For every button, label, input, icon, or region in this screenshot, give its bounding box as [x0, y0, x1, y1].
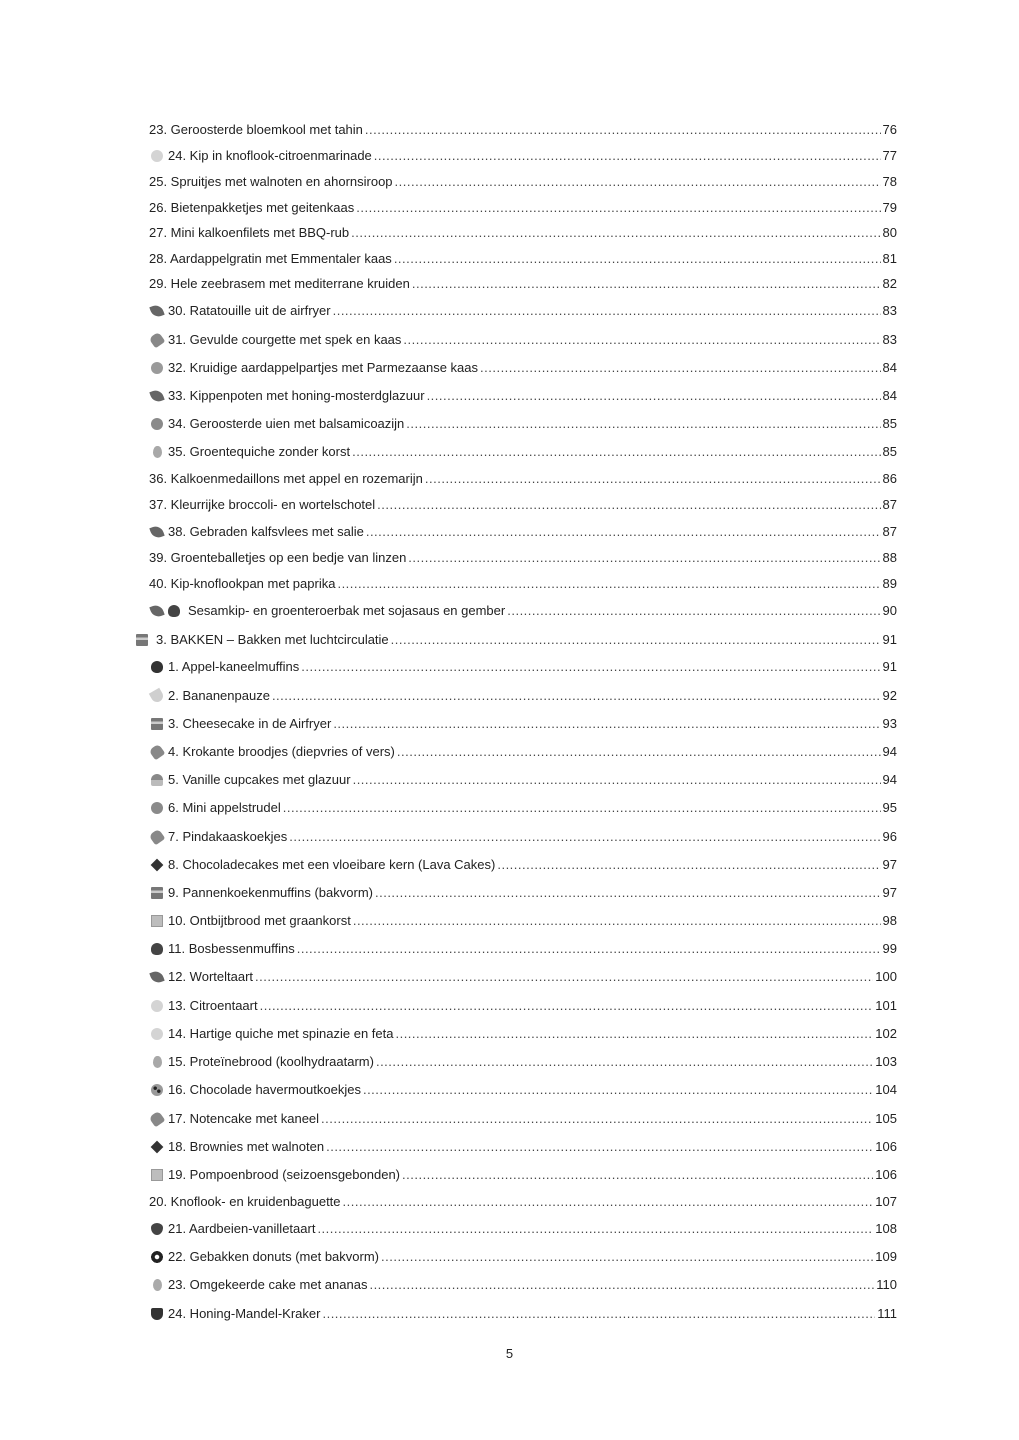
- dot-leader: [352, 440, 880, 464]
- toc-entry-page: 94: [882, 772, 897, 787]
- lemon-icon: [151, 1000, 163, 1012]
- toc-entry-page: 89: [882, 576, 897, 591]
- toc-entry-title: 4. Krokante broodjes (diepvries of vers): [168, 744, 395, 759]
- toc-entry-page: 85: [882, 416, 897, 431]
- toc-entry-page: 84: [882, 388, 897, 403]
- dot-leader: [403, 328, 880, 352]
- toc-entry-title: 22. Gebakken donuts (met bakvorm): [168, 1249, 379, 1264]
- dot-leader: [391, 628, 881, 652]
- dot-leader: [272, 684, 881, 708]
- dot-leader: [283, 796, 881, 820]
- toc-entry[interactable]: [0, 144, 1019, 168]
- egg-icon: [153, 446, 162, 458]
- dot-leader: [425, 467, 881, 491]
- pancakes-icon: [151, 887, 163, 899]
- toc-entry-page: 108: [875, 1221, 897, 1236]
- garlic-icon: [151, 150, 163, 162]
- toc-entry-title: 36. Kalkoenmedaillons met appel en rozemarijn: [149, 471, 423, 486]
- toc-entry-page: 86: [882, 471, 897, 486]
- page-number: 5: [505, 1346, 514, 1361]
- toc-entry-page: 90: [882, 603, 897, 618]
- toc-entry[interactable]: [0, 467, 1019, 491]
- dot-leader: [351, 221, 880, 245]
- toc-entry[interactable]: [0, 1302, 1019, 1326]
- dot-leader: [343, 1190, 874, 1214]
- dot-leader: [507, 599, 880, 623]
- dot-leader: [297, 937, 881, 961]
- toc-entry-title: 16. Chocolade havermoutkoekjes: [168, 1082, 361, 1097]
- toc-entry-page: 99: [882, 941, 897, 956]
- chocolate-icon: [151, 859, 164, 872]
- toc-entry[interactable]: [0, 572, 1019, 596]
- dot-leader: [366, 520, 881, 544]
- toc-entry-page: 79: [882, 200, 897, 215]
- toc-entry-page: 106: [875, 1139, 897, 1154]
- dot-leader: [353, 909, 881, 933]
- toc-entry-page: 100: [875, 969, 897, 984]
- dot-leader: [333, 299, 881, 323]
- toc-entry[interactable]: [0, 170, 1019, 194]
- toc-entry-title: 37. Kleurrijke broccoli- en wortelschotel: [149, 497, 376, 512]
- toc-entry-title: 21. Aardbeien-vanilletaart: [168, 1221, 316, 1236]
- dot-leader: [374, 144, 881, 168]
- toc-entry-page: 105: [875, 1111, 897, 1126]
- toc-entry[interactable]: [0, 356, 1019, 380]
- toc-entry[interactable]: [0, 909, 1019, 933]
- banana-icon: [149, 688, 165, 704]
- toc-entry[interactable]: [0, 599, 1019, 623]
- toc-entry[interactable]: [0, 412, 1019, 436]
- pie-icon: [151, 802, 163, 814]
- toc-entry-title: 27. Mini kalkoenfilets met BBQ-rub: [149, 225, 350, 240]
- toc-entry-title: 34. Geroosterde uien met balsamicoazijn: [168, 416, 405, 431]
- toc-entry-page: 80: [882, 225, 897, 240]
- toc-entry-title: 5. Vanille cupcakes met glazuur: [168, 772, 351, 787]
- dot-leader: [397, 740, 881, 764]
- toc-entry[interactable]: [0, 520, 1019, 544]
- toc-entry[interactable]: [0, 1078, 1019, 1102]
- dot-leader: [321, 1107, 873, 1131]
- zucchini-icon: [149, 332, 166, 349]
- apple-icon: [151, 661, 163, 673]
- toc-entry-page: 96: [882, 829, 897, 844]
- brownie-icon: [151, 1141, 164, 1154]
- toc-entry-title: 23. Geroosterde bloemkool met tahin: [149, 122, 363, 137]
- toc-entry-page: 88: [882, 550, 897, 565]
- protein-bread-icon: [153, 1056, 162, 1068]
- toc-entry-title: 8. Chocoladecakes met een vloeibare kern (Lava Cakes): [168, 857, 496, 872]
- dot-leader: [326, 1135, 873, 1159]
- dot-leader: [255, 965, 873, 989]
- eggplant-icon: [149, 303, 164, 318]
- dot-leader: [480, 356, 881, 380]
- dot-leader: [369, 1273, 874, 1297]
- toc-entry-page: 102: [875, 1026, 897, 1041]
- drumstick-icon: [149, 388, 164, 403]
- toc-entry[interactable]: [0, 328, 1019, 352]
- toc-entry[interactable]: [0, 118, 1019, 142]
- toc-entry-page: 85: [882, 444, 897, 459]
- toc-entry-title: 38. Gebraden kalfsvlees met salie: [168, 524, 364, 539]
- strawberry-icon: [151, 1223, 163, 1235]
- toc-entry-page: 91: [882, 659, 897, 674]
- dot-leader: [322, 1302, 875, 1326]
- toc-entry-title: 25. Spruitjes met walnoten en ahornsiroop: [149, 174, 393, 189]
- toc-entry[interactable]: [0, 1245, 1019, 1269]
- blueberries-icon: [151, 943, 163, 955]
- dot-leader: [408, 546, 880, 570]
- toc-entry[interactable]: [0, 440, 1019, 464]
- honey-icon: [151, 1308, 163, 1320]
- toc-entry-page: 104: [875, 1082, 897, 1097]
- spinach-icon: [151, 1028, 163, 1040]
- dot-leader: [406, 412, 880, 436]
- toc-entry[interactable]: [0, 712, 1019, 736]
- toc-entry[interactable]: [0, 493, 1019, 517]
- toc-entry-title: 28. Aardappelgratin met Emmentaler kaas: [149, 251, 392, 266]
- dot-leader: [375, 881, 881, 905]
- dot-leader: [395, 1022, 873, 1046]
- toc-entry-page: 77: [882, 148, 897, 163]
- toc-entry-title: 29. Hele zeebrasem met mediterrane kruiden: [149, 276, 410, 291]
- dot-leader: [376, 1050, 873, 1074]
- toc-entry[interactable]: [0, 628, 1019, 652]
- toc-entry-title: 2. Bananenpauze: [168, 688, 270, 703]
- toc-entry-title: 12. Worteltaart: [168, 969, 254, 984]
- toc-entry[interactable]: [0, 299, 1019, 323]
- toc-entry-title: 19. Pompoenbrood (seizoensgebonden): [168, 1167, 401, 1182]
- toc-entry[interactable]: [0, 1022, 1019, 1046]
- toc-entry-page: 107: [875, 1194, 897, 1209]
- toc-entry-title: 3. Cheesecake in de Airfryer: [168, 716, 332, 731]
- toc-entry[interactable]: [0, 196, 1019, 220]
- toc-entry-title: 15. Proteïnebrood (koolhydraatarm): [168, 1054, 374, 1069]
- dot-leader: [356, 196, 880, 220]
- toc-entry[interactable]: [0, 768, 1019, 792]
- toc-entry-title: 7. Pindakaaskoekjes: [168, 829, 288, 844]
- carrot-icon: [149, 969, 164, 984]
- cake-icon: [136, 634, 148, 646]
- toc-entry[interactable]: [0, 221, 1019, 245]
- toc-entry-page: 98: [882, 913, 897, 928]
- broccoli-icon: [168, 605, 180, 617]
- toc-entry-page: 83: [882, 332, 897, 347]
- toc-entry-title: 30. Ratatouille uit de airfryer: [168, 303, 331, 318]
- toc-entry-title: 26. Bietenpakketjes met geitenkaas: [149, 200, 355, 215]
- onion-icon: [151, 418, 163, 430]
- toc-entry-title: 40. Kip-knoflookpan met paprika: [149, 576, 336, 591]
- toc-entry-page: 84: [882, 360, 897, 375]
- toc-entry[interactable]: [0, 684, 1019, 708]
- toc-entry-page: 91: [882, 632, 897, 647]
- toc-entry-page: 111: [877, 1306, 897, 1321]
- toc-entry-title: 31. Gevulde courgette met spek en kaas: [168, 332, 402, 347]
- toc-entry-title: 24. Kip in knoflook-citroenmarinade: [168, 148, 372, 163]
- dot-leader: [333, 712, 880, 736]
- toc-entry-page: 106: [875, 1167, 897, 1182]
- toc-entry-page: 94: [882, 744, 897, 759]
- toc-entry-page: 82: [882, 276, 897, 291]
- cheesecake-icon: [151, 718, 163, 730]
- toc-entry-title: 18. Brownies met walnoten: [168, 1139, 325, 1154]
- toc-entry-page: 103: [875, 1054, 897, 1069]
- toc-entry[interactable]: [0, 247, 1019, 271]
- dot-leader: [260, 994, 874, 1018]
- toc-entry-title: 23. Omgekeerde cake met ananas: [168, 1277, 368, 1292]
- dot-leader: [412, 272, 881, 296]
- toc-entry-page: 78: [882, 174, 897, 189]
- toc-entry[interactable]: [0, 1050, 1019, 1074]
- toc-entry-title: 32. Kruidige aardappelpartjes met Parmezaanse kaas: [168, 360, 479, 375]
- toc-entry[interactable]: [0, 384, 1019, 408]
- toc-entry[interactable]: [0, 1107, 1019, 1131]
- toc-entry-page: 95: [882, 800, 897, 815]
- toc-entry-page: 97: [882, 885, 897, 900]
- nut-icon: [149, 1111, 166, 1128]
- dot-leader: [353, 768, 881, 792]
- toc-entry-page: 87: [882, 524, 897, 539]
- pineapple-icon: [153, 1279, 162, 1291]
- bread-icon: [151, 915, 163, 927]
- toc-entry-page: 110: [876, 1277, 897, 1292]
- toc-entry[interactable]: [0, 272, 1019, 296]
- baguette-icon: [149, 744, 166, 761]
- dot-leader: [377, 493, 880, 517]
- toc-entry-title: 1. Appel-kaneelmuffins: [168, 659, 300, 674]
- toc-entry-title: 13. Citroentaart: [168, 998, 258, 1013]
- toc-entry[interactable]: [0, 825, 1019, 849]
- toc-entry[interactable]: [0, 655, 1019, 679]
- cookie-icon: [151, 1084, 163, 1096]
- toc-entry-page: 92: [882, 688, 897, 703]
- toc-entry-page: 81: [882, 251, 897, 266]
- toc-entry-page: 93: [882, 716, 897, 731]
- toc-entry-title: 35. Groentequiche zonder korst: [168, 444, 351, 459]
- dot-leader: [402, 1163, 873, 1187]
- dot-leader: [395, 170, 881, 194]
- herb-icon: [149, 524, 164, 539]
- toc-entry[interactable]: [0, 881, 1019, 905]
- toc-entry[interactable]: [0, 740, 1019, 764]
- dot-leader: [497, 853, 880, 877]
- dot-leader: [394, 247, 881, 271]
- toc-entry-title: 33. Kippenpoten met honing-mosterdglazuur: [168, 388, 425, 403]
- toc-entry-title: 20. Knoflook- en kruidenbaguette: [149, 1194, 341, 1209]
- toc-entry-page: 83: [882, 303, 897, 318]
- toc-entry-title: 6. Mini appelstrudel: [168, 800, 281, 815]
- toc-entry[interactable]: [0, 1273, 1019, 1297]
- dot-leader: [337, 572, 880, 596]
- toc-entry-title: 9. Pannenkoekenmuffins (bakvorm): [168, 885, 373, 900]
- dot-leader: [363, 1078, 873, 1102]
- toc-entry-page: 76: [882, 122, 897, 137]
- toc-entry-page: 101: [875, 998, 897, 1013]
- dot-leader: [427, 384, 881, 408]
- dot-leader: [289, 825, 880, 849]
- toc-entry-title: Sesamkip- en groenteroerbak met sojasaus en gember: [188, 603, 506, 618]
- potato-icon: [151, 362, 163, 374]
- toc-entry[interactable]: [0, 796, 1019, 820]
- toc-entry[interactable]: [0, 546, 1019, 570]
- toc-entry-page: 109: [875, 1249, 897, 1264]
- toc-entry-title: 39. Groenteballetjes op een bedje van linzen: [149, 550, 407, 565]
- dot-leader: [365, 118, 881, 142]
- toc-entry-title: 14. Hartige quiche met spinazie en feta: [168, 1026, 394, 1041]
- toc-entry-title: 10. Ontbijtbrood met graankorst: [168, 913, 351, 928]
- toc-entry[interactable]: [0, 965, 1019, 989]
- toc-entry[interactable]: [0, 1163, 1019, 1187]
- donut-icon: [151, 1251, 163, 1263]
- dot-leader: [381, 1245, 873, 1269]
- toc-entry-page: 87: [882, 497, 897, 512]
- toc-entry-title: 24. Honing-Mandel-Kraker: [168, 1306, 321, 1321]
- toc-entry-title: 17. Notencake met kaneel: [168, 1111, 320, 1126]
- toc-entry-page: 97: [882, 857, 897, 872]
- toc-entry[interactable]: [0, 994, 1019, 1018]
- dot-leader: [301, 655, 880, 679]
- drumstick-broccoli-icon: [149, 603, 164, 618]
- toc-entry[interactable]: [0, 937, 1019, 961]
- toc-entry-title: 11. Bosbessenmuffins: [168, 941, 295, 956]
- dot-leader: [317, 1217, 873, 1241]
- toc-entry[interactable]: [0, 853, 1019, 877]
- toc-entry[interactable]: [0, 1190, 1019, 1214]
- toc-entry-title: 3. BAKKEN – Bakken met luchtcirculatie: [156, 632, 389, 647]
- cupcake-icon: [151, 774, 163, 786]
- peanut-icon: [149, 829, 166, 846]
- toc-entry[interactable]: [0, 1217, 1019, 1241]
- toc-entry[interactable]: [0, 1135, 1019, 1159]
- pumpkin-bread-icon: [151, 1169, 163, 1181]
